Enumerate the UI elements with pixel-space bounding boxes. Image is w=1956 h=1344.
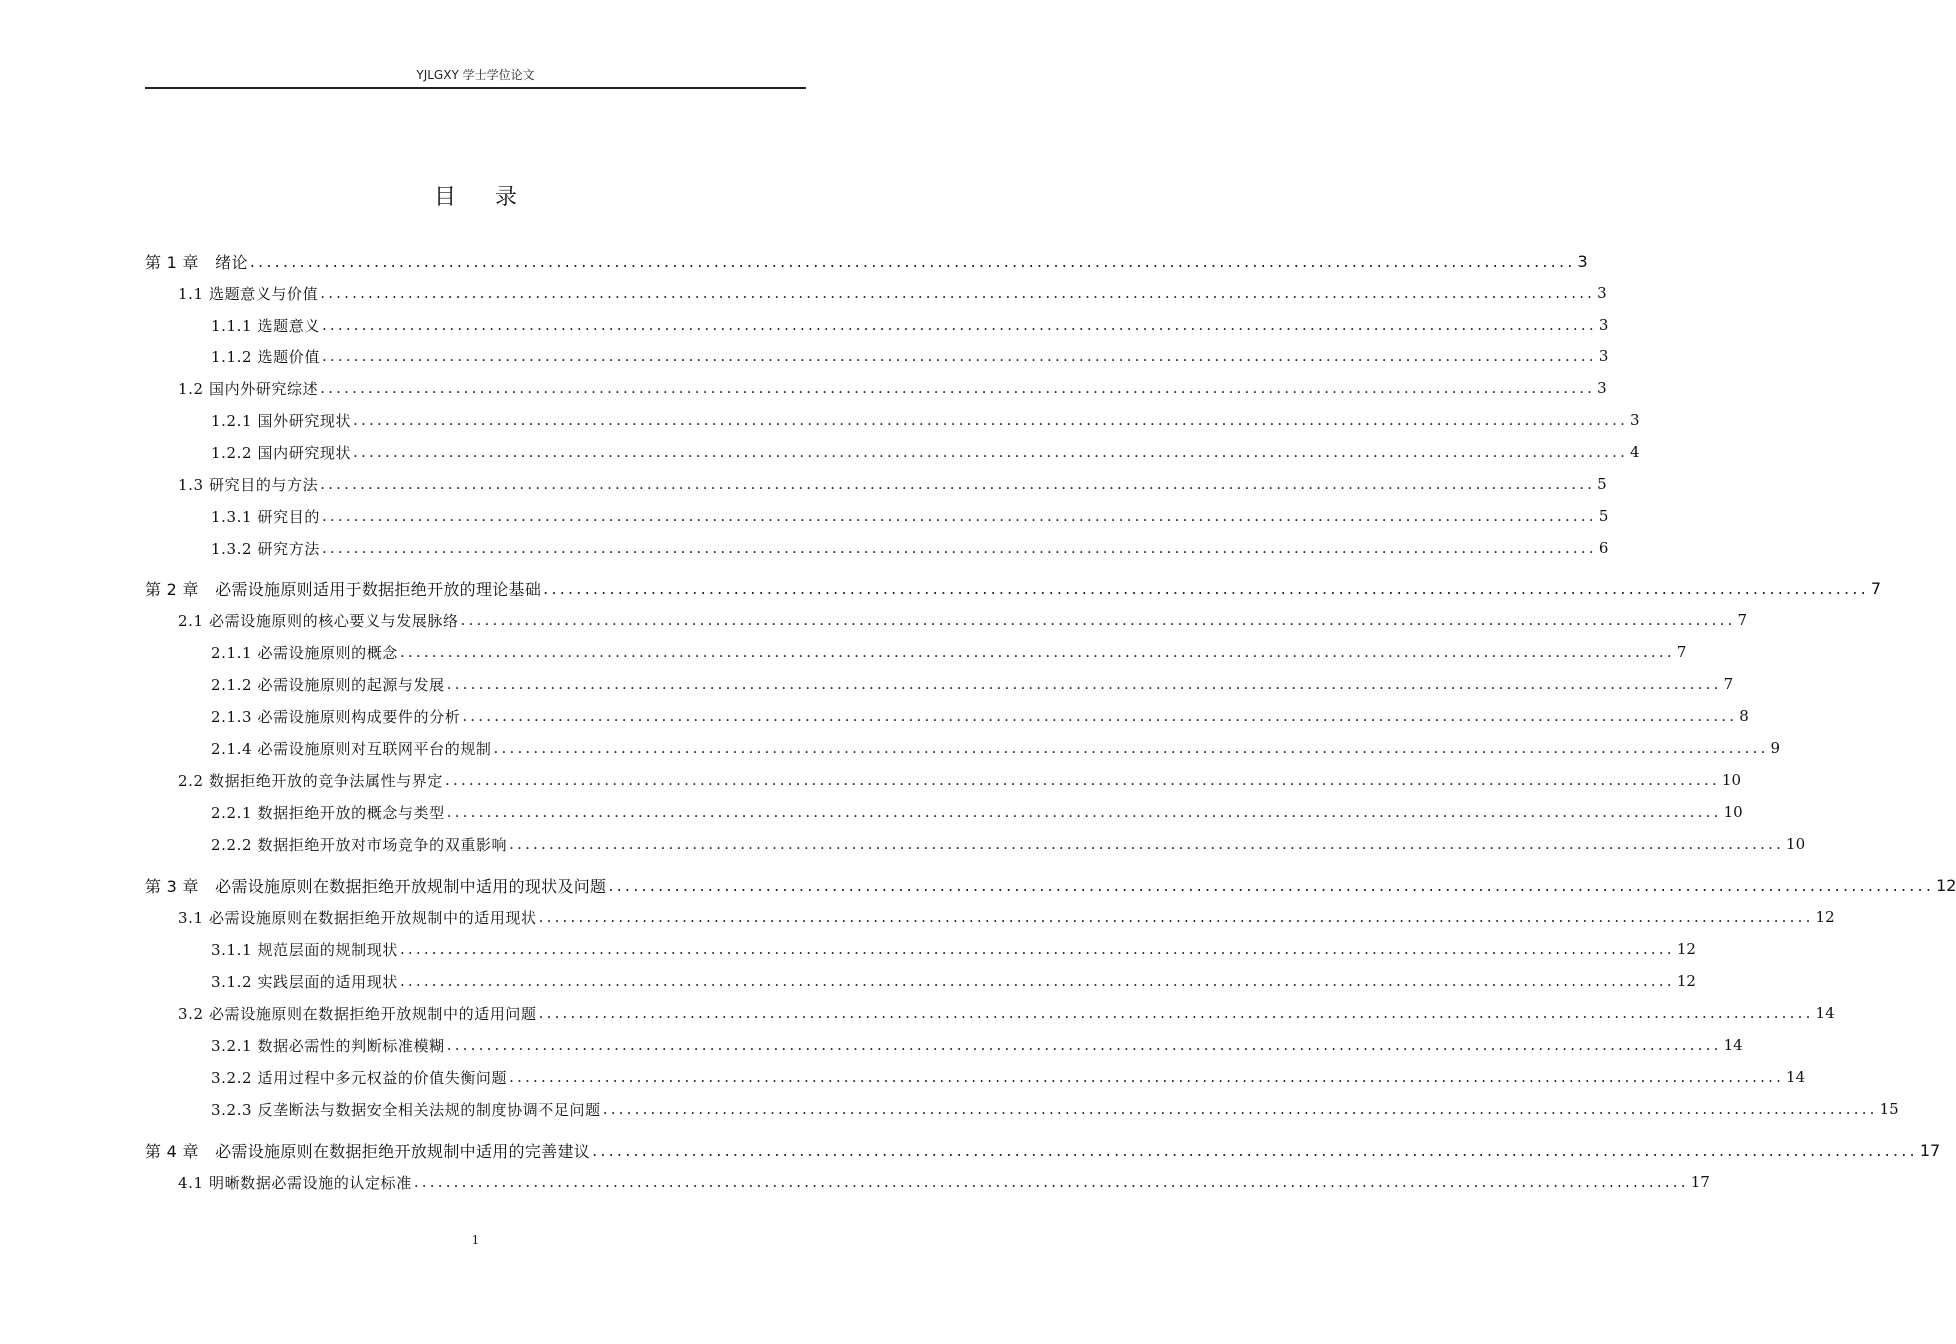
page-number: 1 [471,1233,480,1247]
page-header: YJLGXY 学士学位论文 [416,68,535,82]
toc-entry-level-2[interactable] [178,470,1607,498]
toc-entry-page: 3 [1577,251,1588,271]
dot-leader: ................................................................................................................................................................ [460,611,1736,629]
dot-leader: ................................................................................................................................................................ [509,1068,1785,1086]
toc-entry-title: 1.1 选题意义与价值 [178,284,319,303]
toc-entry-title: 2.2 数据拒绝开放的竞争法属性与界定 [178,771,444,790]
dot-leader: ................................................................................................................................................................ [320,475,1596,493]
toc-entry-page: 4 [1630,443,1640,461]
header-rule [145,87,806,89]
toc-entry-level-1[interactable] [145,574,1882,602]
dot-leader: ................................................................................................................................................................ [538,1004,1814,1022]
toc-entry-title: 3.2.3 反垄断法与数据安全相关法规的制度协调不足问题 [211,1100,601,1119]
toc-entry-level-3[interactable] [211,502,1609,530]
toc-entry-page: 10 [1723,803,1743,821]
toc-entry-title: 3.2.1 数据必需性的判断标准模糊 [211,1036,445,1055]
toc-entry-page: 10 [1786,835,1806,853]
dot-leader: ................................................................................................................................................................ [446,803,1722,821]
toc-entry-page: 8 [1739,707,1749,725]
toc-entry-level-3[interactable] [211,734,1780,762]
toc-entry-title: 3.1 必需设施原则在数据拒绝开放规制中的适用现状 [178,908,537,927]
toc-entry-title: 2.2.1 数据拒绝开放的概念与类型 [211,803,445,822]
toc-entry-title: 3.2 必需设施原则在数据拒绝开放规制中的适用问题 [178,1004,537,1023]
dot-leader: ................................................................................................................................................................ [321,347,1597,365]
toc-entry-title: 1.1.2 选题价值 [211,347,320,366]
toc-entry-level-3[interactable] [211,935,1696,963]
toc-entry-title: 1.2 国内外研究综述 [178,379,319,398]
dot-leader: ................................................................................................................................................................ [446,675,1722,693]
dot-leader: ................................................................................................................................................................ [399,972,1675,990]
toc-entry-page: 14 [1723,1036,1743,1054]
toc-entry-page: 12 [1676,972,1696,990]
toc-entry-page: 12 [1676,940,1696,958]
toc-entry-level-3[interactable] [211,1095,1899,1123]
toc-entry-page: 3 [1597,379,1607,397]
toc-entry-page: 6 [1598,539,1609,557]
toc-entry-title: 3.2.2 适用过程中多元权益的价值失衡问题 [211,1068,508,1087]
toc-entry-page: 15 [1879,1100,1899,1118]
toc-entry-page: 5 [1597,475,1607,493]
toc-entry-level-3[interactable] [211,967,1696,995]
dot-leader: ................................................................................................................................................................ [602,1100,1878,1118]
toc-entry-title: 1.1.1 选题意义 [211,316,320,335]
dot-leader: ................................................................................................................................................................ [321,316,1597,334]
toc-entry-page: 12 [1815,908,1835,926]
toc-entry-level-1[interactable] [145,247,1588,275]
toc-entry-title: 2.1.2 必需设施原则的起源与发展 [211,675,445,694]
dot-leader: ................................................................................................................................................................ [321,539,1597,557]
toc-entry-title: 2.2.2 数据拒绝开放对市场竞争的双重影响 [211,835,508,854]
toc-entry-title: 第 1 章 绪论 [145,252,248,272]
dot-leader: ................................................................................................................................................................ [320,379,1596,397]
dot-leader: ................................................................................................................................................................ [446,1036,1722,1054]
dot-leader: ................................................................................................................................................................ [320,284,1596,302]
toc-entry-level-2[interactable] [178,999,1835,1027]
toc-entry-level-3[interactable] [211,798,1743,826]
toc-entry-level-3[interactable] [211,534,1609,562]
toc-entry-title: 1.3 研究目的与方法 [178,475,319,494]
toc-entry-title: 第 2 章 必需设施原则适用于数据拒绝开放的理论基础 [145,579,542,599]
dot-leader: ................................................................................................................................................................ [462,707,1738,725]
toc-entry-title: 4.1 明晰数据必需设施的认定标准 [178,1173,412,1192]
dot-leader: ................................................................................................................................................................ [399,940,1675,958]
dot-leader: ................................................................................................................................................................ [413,1173,1689,1191]
toc-entry-title: 2.1.1 必需设施原则的概念 [211,643,398,662]
dot-leader: ................................................................................................................................................................ [399,643,1675,661]
dot-leader: ................................................................................................................................................................ [321,507,1597,525]
toc-entry-title: 第 3 章 必需设施原则在数据拒绝开放规制中适用的现状及问题 [145,876,607,896]
toc-entry-level-2[interactable] [178,1168,1710,1196]
toc-entry-level-2[interactable] [178,606,1748,634]
dot-leader: ................................................................................................................................................................ [493,739,1769,757]
toc-entry-level-3[interactable] [211,1063,1806,1091]
toc-entry-page: 14 [1786,1068,1806,1086]
dot-leader: ................................................................................................................................................................ [538,908,1814,926]
toc-entry-page: 7 [1737,611,1748,629]
toc-entry-level-2[interactable] [178,766,1742,794]
toc-title: 目 录 [434,185,533,210]
toc-entry-page: 17 [1690,1173,1710,1191]
toc-entry-level-3[interactable] [211,311,1609,339]
toc-entry-level-2[interactable] [178,279,1607,307]
dot-leader: ................................................................................................................................................................ [592,1140,1918,1160]
toc-entry-title: 3.1.2 实践层面的适用现状 [211,972,398,991]
toc-entry-page: 7 [1723,675,1734,693]
toc-entry-level-3[interactable] [211,830,1806,858]
toc-entry-level-2[interactable] [178,903,1835,931]
toc-entry-page: 7 [1870,578,1882,598]
toc-entry-title: 1.2.1 国外研究现状 [211,411,352,430]
toc-entry-level-3[interactable] [211,406,1640,434]
dot-leader: ................................................................................................................................................................ [249,251,1576,271]
toc-entry-level-1[interactable] [145,871,1956,899]
toc-entry-level-3[interactable] [211,638,1687,666]
toc-entry-page: 17 [1919,1140,1941,1160]
toc-entry-page: 14 [1815,1004,1835,1022]
toc-entry-level-2[interactable] [178,374,1607,402]
toc-entry-page: 3 [1597,284,1607,302]
toc-entry-title: 1.3.1 研究目的 [211,507,320,526]
toc-entry-level-1[interactable] [145,1136,1941,1164]
toc-entry-page: 3 [1598,347,1609,365]
dot-leader: ................................................................................................................................................................ [353,443,1629,461]
toc-entry-page: 3 [1598,316,1609,334]
toc-entry-page: 10 [1721,771,1742,789]
toc-entry-title: 2.1.3 必需设施原则构成要件的分析 [211,707,461,726]
toc-entry-title: 2.1.4 必需设施原则对互联网平台的规制 [211,739,492,758]
dot-leader: ................................................................................................................................................................ [543,578,1869,598]
toc-entry-level-3[interactable] [211,1031,1743,1059]
toc-entry-page: 12 [1936,875,1956,895]
toc-entry-title: 3.1.1 规范层面的规制现状 [211,940,398,959]
dot-leader: ................................................................................................................................................................ [353,411,1629,429]
toc-entry-page: 9 [1770,739,1780,757]
toc-entry-level-3[interactable] [211,702,1749,730]
toc-entry-page: 3 [1630,411,1640,429]
toc-entry-level-3[interactable] [211,342,1609,370]
toc-entry-level-3[interactable] [211,438,1640,466]
dot-leader: ................................................................................................................................................................ [509,835,1785,853]
toc-entry-title: 第 4 章 必需设施原则在数据拒绝开放规制中适用的完善建议 [145,1141,591,1161]
toc-entry-title: 2.1 必需设施原则的核心要义与发展脉络 [178,611,459,630]
toc-entry-level-3[interactable] [211,670,1734,698]
toc-entry-page: 5 [1598,507,1609,525]
dot-leader: ................................................................................................................................................................ [445,771,1720,789]
toc-entry-page: 7 [1676,643,1687,661]
dot-leader: ................................................................................................................................................................ [608,875,1935,895]
toc-entry-title: 1.3.2 研究方法 [211,539,320,558]
toc-entry-title: 1.2.2 国内研究现状 [211,443,352,462]
